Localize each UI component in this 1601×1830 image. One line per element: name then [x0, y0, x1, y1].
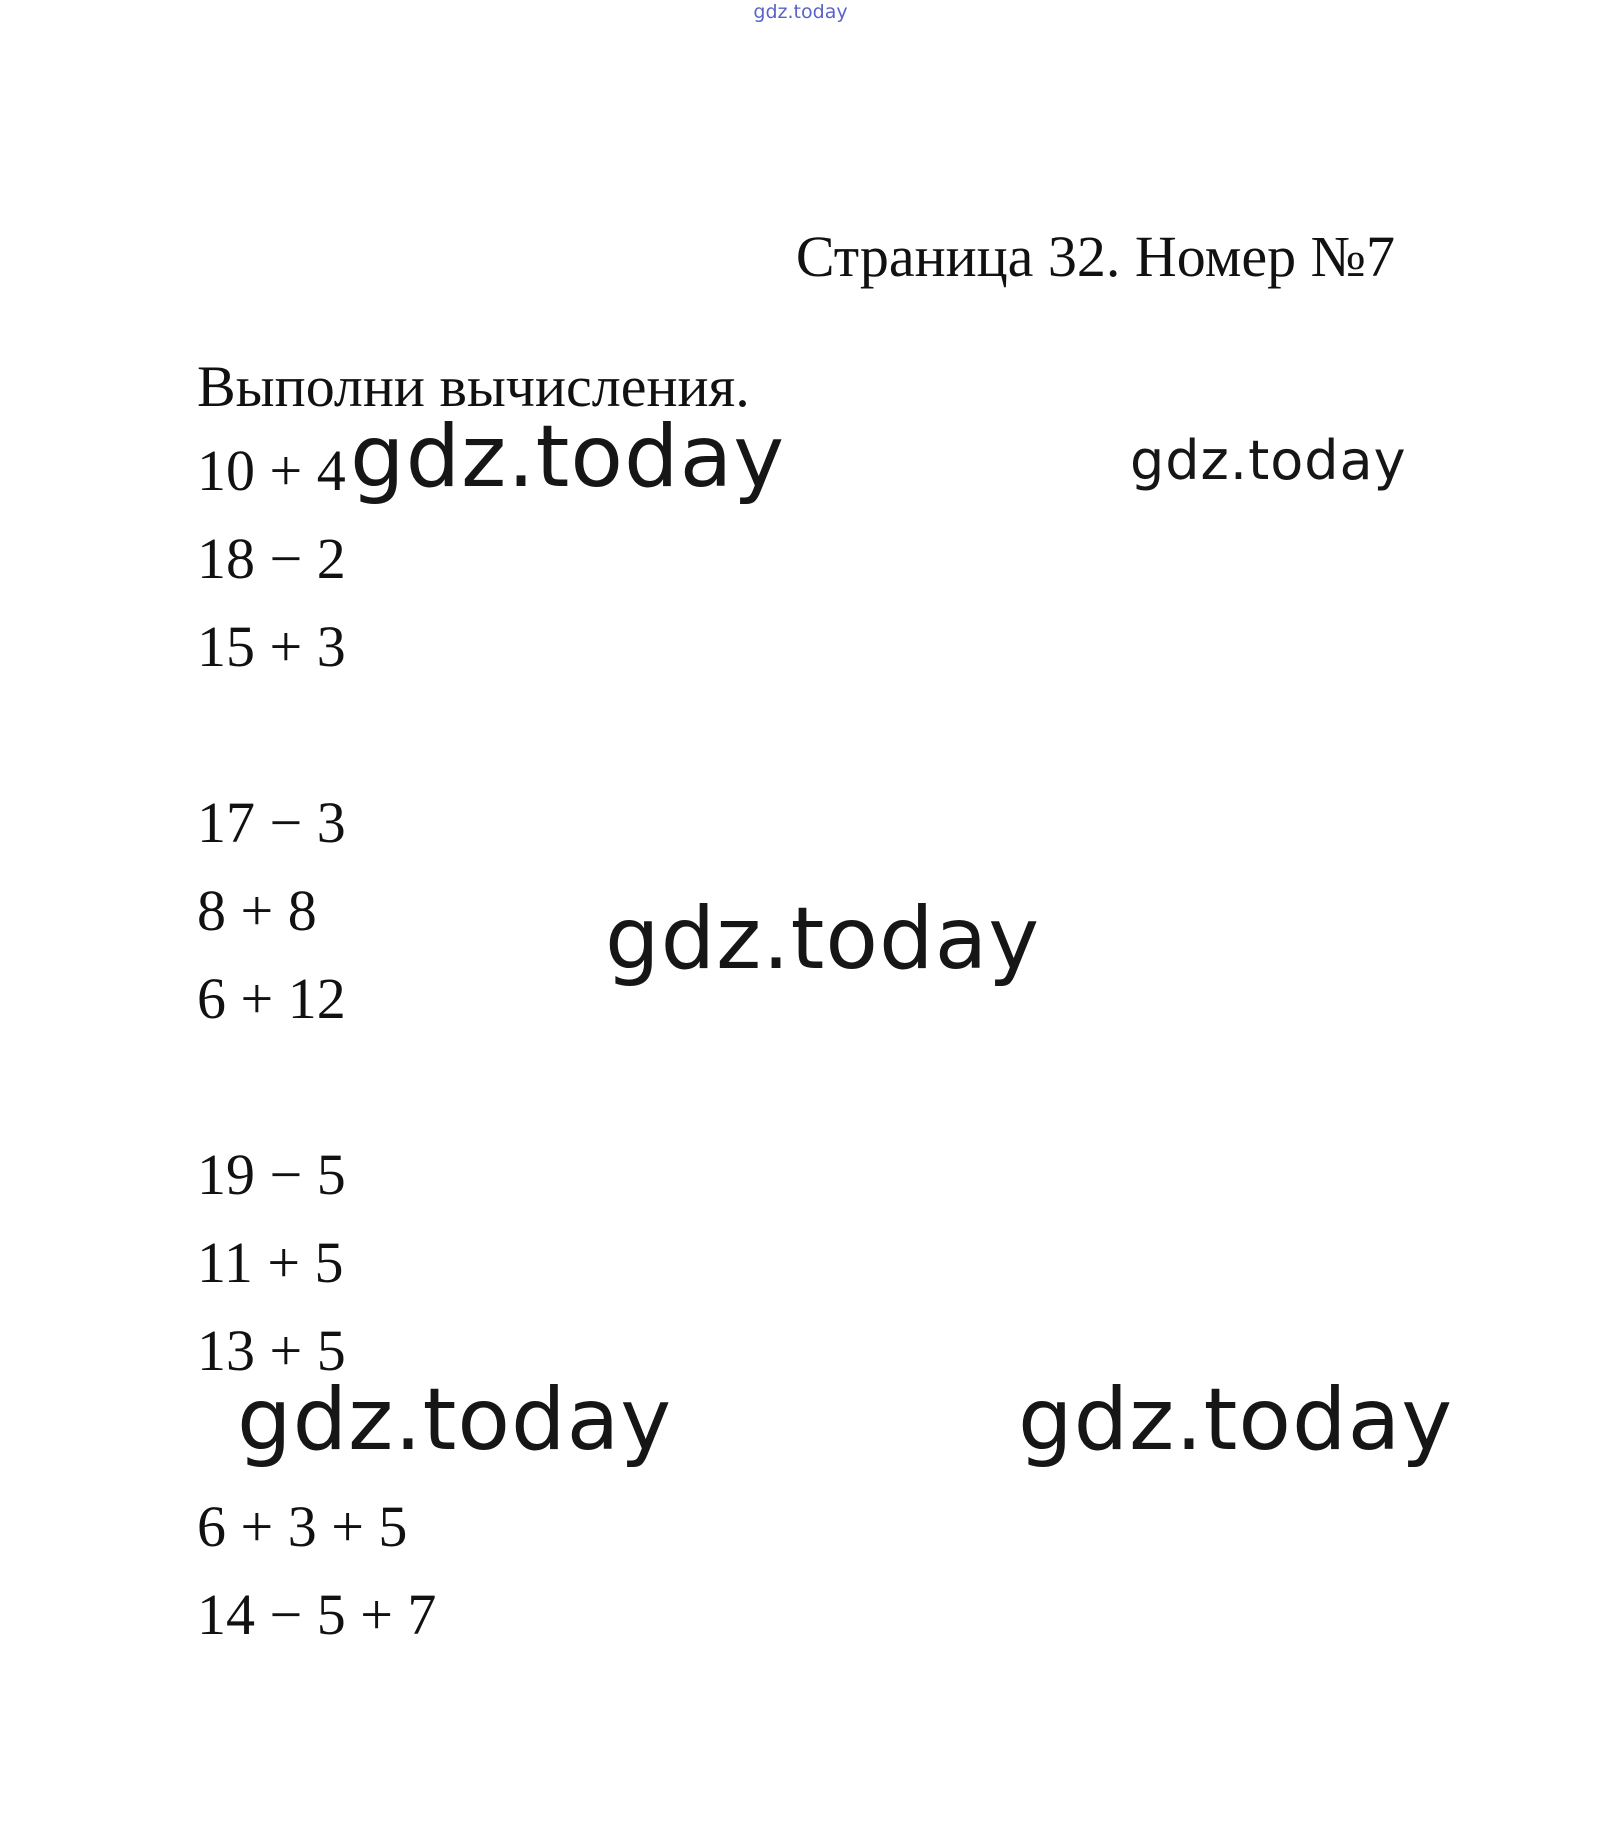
watermark-3: gdz.today — [605, 889, 1041, 989]
expression-10: 6 + 3 + 5 — [197, 1494, 408, 1559]
expression-8: 11 + 5 — [197, 1230, 344, 1295]
expression-4: 17 − 3 — [197, 790, 346, 855]
expression-3: 15 + 3 — [197, 614, 346, 679]
expression-5: 8 + 8 — [197, 878, 317, 943]
expression-6: 6 + 12 — [197, 966, 346, 1031]
watermark-5: gdz.today — [1018, 1370, 1454, 1470]
watermark-4: gdz.today — [237, 1370, 673, 1470]
site-watermark-top: gdz.today — [753, 1, 848, 23]
watermark-2: gdz.today — [1130, 429, 1407, 492]
task-instruction: Выполни вычисления. — [197, 354, 750, 419]
watermark-1: gdz.today — [350, 407, 786, 507]
expression-7: 19 − 5 — [197, 1142, 346, 1207]
expression-9: 13 + 5 — [197, 1318, 346, 1383]
page-title: Страница 32. Номер №7 — [795, 224, 1395, 289]
expression-1: 10 + 4 — [197, 438, 346, 503]
expression-2: 18 − 2 — [197, 526, 346, 591]
expression-11: 14 − 5 + 7 — [197, 1582, 437, 1647]
